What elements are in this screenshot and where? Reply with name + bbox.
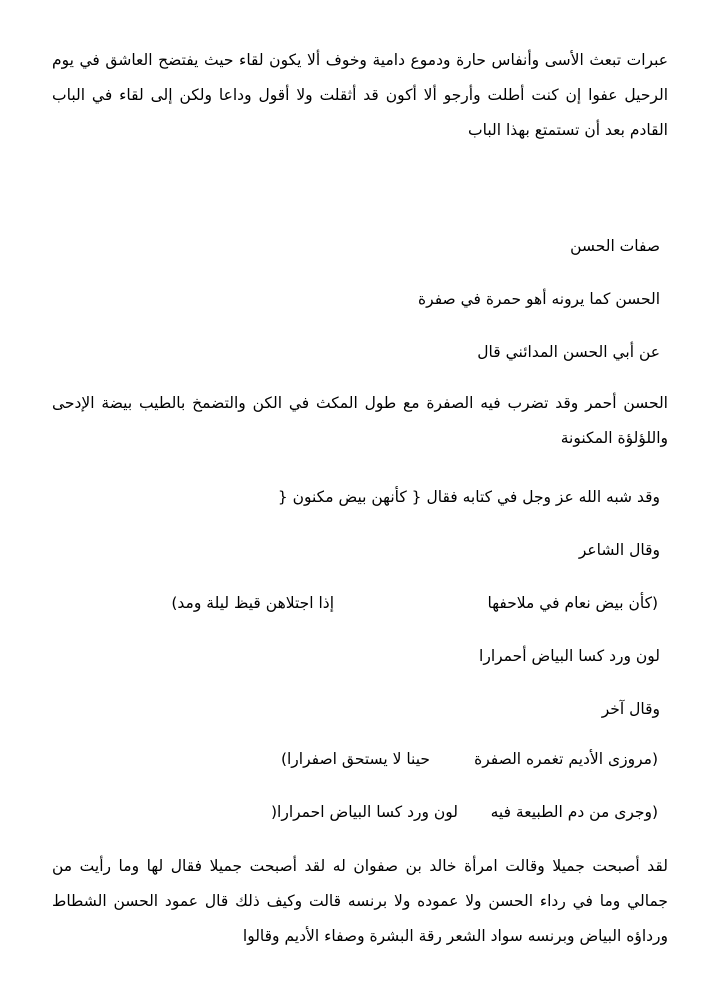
intro-paragraph: عبرات تبعث الأسى وأنفاس حارة ودموع دامية وخوف ألا يكون لقاء حيث يفتضح العاشق في يوم الرحيل عفوا إن كنت أطلت وأرجو ألا أكون قد أثقلت ولا أقول وداعا ولكن إلى لقاء في الباب القادم بعد أن تستمتع بهذا الباب <box>52 51 668 139</box>
paragraph-2: الحسن أحمر وقد تضرب فيه الصفرة مع طول المكث في الكن والتضمخ بالطيب بيضة الإدحى واللؤلؤة المكنونة <box>52 394 668 447</box>
verse-2-first-hemistich: (مروزى الأديم تغمره الصفرة <box>474 750 658 768</box>
text-line-6: وقال آخر <box>601 700 660 718</box>
verse-3-second-hemistich: لون ورد كسا البياض احمرارا( <box>270 803 458 821</box>
text-line-4: وقال الشاعر <box>578 541 660 559</box>
verse-1-second-hemistich: إذا اجتلاهن قيظ ليلة ومد) <box>171 594 334 612</box>
text-line-1: الحسن كما يرونه أهو حمرة في صفرة <box>418 290 660 308</box>
text-line-3: وقد شبه الله عز وجل في كتابه فقال { كأنهن بيض مكنون { <box>277 488 660 506</box>
verse-2-second-hemistich: حينا لا يستحق اصفرارا) <box>280 750 430 768</box>
section-heading: صفات الحسن <box>570 237 660 255</box>
final-paragraph: لقد أصبحت جميلا وقالت امرأة خالد بن صفوان له لقد أصبحت جميلا فقال لها وما رأيت من جمالي وما في رداء الحسن ولا عموده ولا برنسه قالت وكيف ذلك قال عمود الحسن الشطاط ورداؤه البياض وبرنسه سواد الشعر رقة البشرة وصفاء الأديم وقالوا <box>52 857 668 945</box>
verse-3-first-hemistich: (وجرى من دم الطبيعة فيه <box>490 803 658 821</box>
text-line-5: لون ورد كسا البياض أحمرارا <box>479 647 660 665</box>
verse-1-first-hemistich: (كأن بيض نعام في ملاحفها <box>487 594 658 612</box>
text-line-2: عن أبي الحسن المدائني قال <box>477 343 660 361</box>
